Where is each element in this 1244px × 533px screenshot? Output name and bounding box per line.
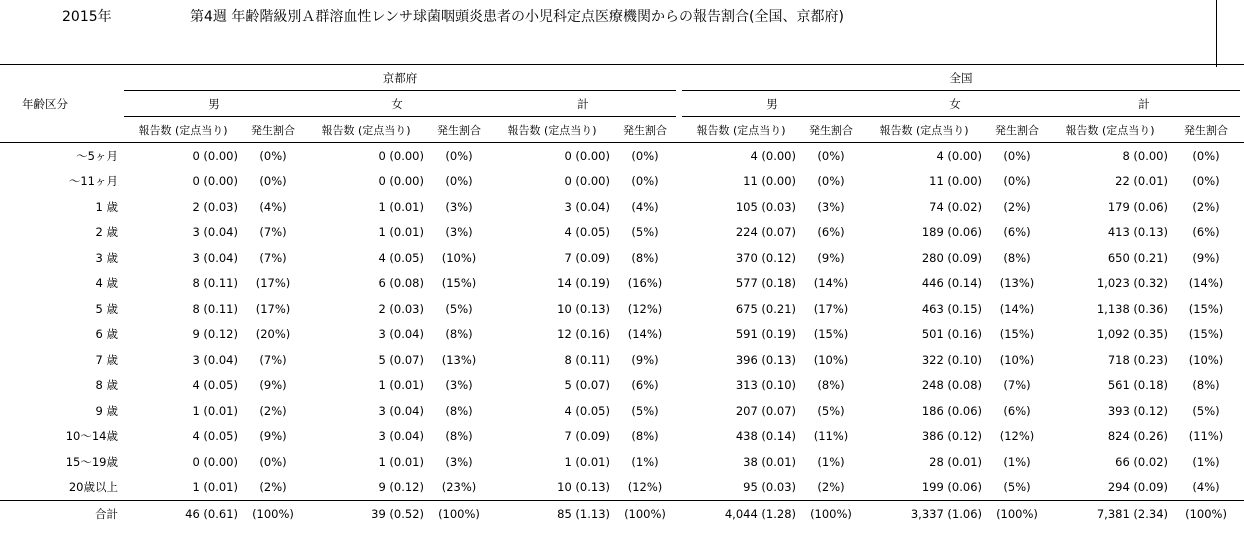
count-cell: 4 (0.05) xyxy=(192,378,238,393)
report-year: 2015年 xyxy=(62,9,112,25)
end-cell xyxy=(1240,220,1244,246)
count-cell: 413 (0.13) xyxy=(1107,225,1168,240)
count-cell: 322 (0.10) xyxy=(921,352,982,367)
count-cell: 1 (0.01) xyxy=(378,225,424,240)
pct-cell: (7%) xyxy=(259,352,287,367)
age-cell: 3 歳 xyxy=(95,250,118,265)
age-cell: 7 歳 xyxy=(95,352,118,367)
report-table xyxy=(0,64,1244,527)
pct-cell: (8%) xyxy=(1003,250,1031,265)
count-cell: 1,138 (0.36) xyxy=(1096,301,1168,316)
count-cell: 9 (0.12) xyxy=(378,480,424,495)
pct-cell: (5%) xyxy=(1192,403,1220,418)
pct-cell: (0%) xyxy=(631,148,659,163)
count-cell: 824 (0.26) xyxy=(1107,429,1168,444)
pct-cell: (4%) xyxy=(1192,480,1220,495)
count-cell: 199 (0.06) xyxy=(921,480,982,495)
pct-cell: (2%) xyxy=(1192,199,1220,214)
count-cell: 22 (0.01) xyxy=(1115,174,1168,189)
sex-header-total-national: 計 xyxy=(1048,91,1240,117)
pct-cell: (0%) xyxy=(1192,174,1220,189)
pct-cell: (5%) xyxy=(631,403,659,418)
sub-header-pct: 発生割合 xyxy=(1172,117,1240,143)
sex-header-male-kyoto: 男 xyxy=(124,91,304,117)
count-cell: 4 (0.00) xyxy=(936,148,982,163)
count-cell: 650 (0.21) xyxy=(1107,250,1168,265)
pct-cell: (23%) xyxy=(441,480,477,495)
pct-cell: (16%) xyxy=(627,276,663,291)
pct-cell: (1%) xyxy=(1003,454,1031,469)
age-cell: 2 歳 xyxy=(95,225,118,240)
pct-cell: (15%) xyxy=(999,327,1035,342)
count-cell: 28 (0.01) xyxy=(929,454,982,469)
end-cell xyxy=(1240,398,1244,424)
count-cell: 0 (0.00) xyxy=(378,174,424,189)
count-cell: 313 (0.10) xyxy=(735,378,796,393)
count-cell: 438 (0.14) xyxy=(735,429,796,444)
table-row xyxy=(0,296,1244,322)
end-cell xyxy=(1240,194,1244,220)
pct-cell: (5%) xyxy=(1003,480,1031,495)
count-cell: 1,092 (0.35) xyxy=(1096,327,1168,342)
pct-cell: (2%) xyxy=(817,480,845,495)
pct-cell: (9%) xyxy=(259,378,287,393)
sex-header-male-national: 男 xyxy=(682,91,862,117)
count-cell: 66 (0.02) xyxy=(1115,454,1168,469)
pct-cell: (10%) xyxy=(813,352,849,367)
sub-header-pct: 発生割合 xyxy=(614,117,676,143)
pct-cell: (11%) xyxy=(813,429,849,444)
count-cell: 8 (0.00) xyxy=(1122,148,1168,163)
pct-cell: (15%) xyxy=(441,276,477,291)
count-cell: 370 (0.12) xyxy=(735,250,796,265)
count-cell: 463 (0.15) xyxy=(921,301,982,316)
frame-line xyxy=(1216,0,1217,67)
pct-cell: (6%) xyxy=(817,225,845,240)
pct-cell: (15%) xyxy=(1188,327,1224,342)
pct-cell: (4%) xyxy=(631,199,659,214)
total-row xyxy=(0,501,1244,527)
pct-cell: (3%) xyxy=(445,199,473,214)
pct-cell: (100%) xyxy=(986,501,1048,527)
end-cell xyxy=(1240,169,1244,195)
pct-cell: (6%) xyxy=(1003,225,1031,240)
table-row xyxy=(0,143,1244,169)
count-cell: 396 (0.13) xyxy=(735,352,796,367)
count-cell: 3 (0.04) xyxy=(378,429,424,444)
count-cell: 718 (0.23) xyxy=(1107,352,1168,367)
pct-cell: (14%) xyxy=(1188,276,1224,291)
pct-cell: (3%) xyxy=(817,199,845,214)
end-cell xyxy=(1240,347,1244,373)
end-cell xyxy=(1240,424,1244,450)
count-cell: 5 (0.07) xyxy=(564,378,610,393)
count-cell: 46 (0.61) xyxy=(124,501,242,527)
count-cell: 0 (0.00) xyxy=(192,454,238,469)
pct-cell: (5%) xyxy=(445,301,473,316)
pct-cell: (15%) xyxy=(813,327,849,342)
count-cell: 105 (0.03) xyxy=(735,199,796,214)
pct-cell: (0%) xyxy=(259,148,287,163)
count-cell: 0 (0.00) xyxy=(192,148,238,163)
sub-header-pct: 発生割合 xyxy=(428,117,490,143)
count-cell: 8 (0.11) xyxy=(564,352,610,367)
pct-cell: (11%) xyxy=(1188,429,1224,444)
pct-cell: (0%) xyxy=(817,174,845,189)
count-cell: 386 (0.12) xyxy=(921,429,982,444)
sub-header-pct: 発生割合 xyxy=(242,117,304,143)
count-cell: 9 (0.12) xyxy=(192,327,238,342)
count-cell: 6 (0.08) xyxy=(378,276,424,291)
count-cell: 3 (0.04) xyxy=(192,352,238,367)
count-cell: 591 (0.19) xyxy=(735,327,796,342)
region-header-kyoto: 京都府 xyxy=(124,65,676,91)
count-cell: 14 (0.19) xyxy=(557,276,610,291)
table-row xyxy=(0,169,1244,195)
header-row-sex xyxy=(0,91,1244,117)
age-cell: 15～19歳 xyxy=(65,454,118,469)
count-cell: 1 (0.01) xyxy=(378,199,424,214)
table-row xyxy=(0,398,1244,424)
end-cell xyxy=(1240,501,1244,527)
pct-cell: (100%) xyxy=(1172,501,1240,527)
pct-cell: (17%) xyxy=(813,301,849,316)
count-cell: 0 (0.00) xyxy=(564,148,610,163)
table-row xyxy=(0,245,1244,271)
count-cell: 38 (0.01) xyxy=(743,454,796,469)
end-cell xyxy=(1240,143,1244,169)
pct-cell: (8%) xyxy=(445,327,473,342)
table-row xyxy=(0,347,1244,373)
pct-cell: (3%) xyxy=(445,454,473,469)
count-cell: 11 (0.00) xyxy=(743,174,796,189)
pct-cell: (17%) xyxy=(255,276,291,291)
pct-cell: (0%) xyxy=(259,174,287,189)
table-row xyxy=(0,475,1244,501)
pct-cell: (0%) xyxy=(1192,148,1220,163)
sub-header-count: 報告数 (定点当り) xyxy=(1048,117,1172,143)
age-cell: 5 歳 xyxy=(95,301,118,316)
pct-cell: (2%) xyxy=(259,403,287,418)
count-cell: 3 (0.04) xyxy=(564,199,610,214)
count-cell: 2 (0.03) xyxy=(192,199,238,214)
count-cell: 3 (0.04) xyxy=(378,327,424,342)
pct-cell: (1%) xyxy=(817,454,845,469)
pct-cell: (100%) xyxy=(242,501,304,527)
end-cell xyxy=(1240,373,1244,399)
count-cell: 1 (0.01) xyxy=(378,454,424,469)
pct-cell: (0%) xyxy=(631,174,659,189)
count-cell: 7,381 (2.34) xyxy=(1048,501,1172,527)
count-cell: 393 (0.12) xyxy=(1107,403,1168,418)
pct-cell: (8%) xyxy=(445,403,473,418)
pct-cell: (8%) xyxy=(631,429,659,444)
header-row-sub xyxy=(0,117,1244,143)
pct-cell: (9%) xyxy=(1192,250,1220,265)
sex-header-total-kyoto: 計 xyxy=(490,91,676,117)
count-cell: 1 (0.01) xyxy=(192,480,238,495)
count-cell: 4,044 (1.28) xyxy=(682,501,800,527)
age-cell: 合計 xyxy=(0,501,124,527)
count-cell: 39 (0.52) xyxy=(304,501,428,527)
table-row xyxy=(0,220,1244,246)
count-cell: 501 (0.16) xyxy=(921,327,982,342)
report-title: 第4週 年齢階級別Ａ群溶血性レンサ球菌咽頭炎患者の小児科定点医療機関からの報告割合(全国、京都府) xyxy=(190,9,844,25)
age-header: 年齢区分 xyxy=(0,65,124,143)
count-cell: 224 (0.07) xyxy=(735,225,796,240)
end-cell xyxy=(1240,449,1244,475)
pct-cell: (5%) xyxy=(817,403,845,418)
sub-header-count: 報告数 (定点当り) xyxy=(124,117,242,143)
age-cell: 10～14歳 xyxy=(65,429,118,444)
pct-cell: (6%) xyxy=(631,378,659,393)
pct-cell: (6%) xyxy=(1003,403,1031,418)
pct-cell: (12%) xyxy=(627,480,663,495)
sub-header-pct: 発生割合 xyxy=(800,117,862,143)
count-cell: 561 (0.18) xyxy=(1107,378,1168,393)
count-cell: 3,337 (1.06) xyxy=(862,501,986,527)
header-row-region xyxy=(0,65,1244,91)
pct-cell: (0%) xyxy=(445,148,473,163)
pct-cell: (15%) xyxy=(1188,301,1224,316)
pct-cell: (8%) xyxy=(631,250,659,265)
pct-cell: (2%) xyxy=(259,480,287,495)
pct-cell: (3%) xyxy=(445,378,473,393)
age-cell: 4 歳 xyxy=(95,276,118,291)
count-cell: 95 (0.03) xyxy=(743,480,796,495)
count-cell: 10 (0.13) xyxy=(557,301,610,316)
sex-header-female-national: 女 xyxy=(862,91,1048,117)
count-cell: 280 (0.09) xyxy=(921,250,982,265)
pct-cell: (0%) xyxy=(445,174,473,189)
count-cell: 5 (0.07) xyxy=(378,352,424,367)
pct-cell: (3%) xyxy=(445,225,473,240)
end-cell xyxy=(1240,475,1244,501)
count-cell: 8 (0.11) xyxy=(192,276,238,291)
count-cell: 12 (0.16) xyxy=(557,327,610,342)
count-cell: 2 (0.03) xyxy=(378,301,424,316)
count-cell: 3 (0.04) xyxy=(192,250,238,265)
pct-cell: (10%) xyxy=(441,250,477,265)
pct-cell: (8%) xyxy=(1192,378,1220,393)
table-row xyxy=(0,449,1244,475)
count-cell: 4 (0.05) xyxy=(564,225,610,240)
pct-cell: (2%) xyxy=(1003,199,1031,214)
count-cell: 207 (0.07) xyxy=(735,403,796,418)
count-cell: 179 (0.06) xyxy=(1107,199,1168,214)
pct-cell: (7%) xyxy=(1003,378,1031,393)
pct-cell: (14%) xyxy=(999,301,1035,316)
pct-cell: (100%) xyxy=(614,501,676,527)
count-cell: 189 (0.06) xyxy=(921,225,982,240)
end-cell xyxy=(1240,245,1244,271)
pct-cell: (0%) xyxy=(259,454,287,469)
count-cell: 74 (0.02) xyxy=(929,199,982,214)
sub-header-count: 報告数 (定点当り) xyxy=(862,117,986,143)
pct-cell: (7%) xyxy=(259,250,287,265)
count-cell: 0 (0.00) xyxy=(192,174,238,189)
pct-cell: (13%) xyxy=(999,276,1035,291)
age-cell: ～11ヶ月 xyxy=(68,174,118,189)
sub-header-pct: 発生割合 xyxy=(986,117,1048,143)
count-cell: 675 (0.21) xyxy=(735,301,796,316)
count-cell: 11 (0.00) xyxy=(929,174,982,189)
count-cell: 294 (0.09) xyxy=(1107,480,1168,495)
pct-cell: (12%) xyxy=(999,429,1035,444)
pct-cell: (100%) xyxy=(428,501,490,527)
count-cell: 8 (0.11) xyxy=(192,301,238,316)
age-cell: ～5ヶ月 xyxy=(76,148,118,163)
pct-cell: (9%) xyxy=(631,352,659,367)
count-cell: 0 (0.00) xyxy=(378,148,424,163)
age-cell: 9 歳 xyxy=(95,403,118,418)
count-cell: 3 (0.04) xyxy=(192,225,238,240)
pct-cell: (9%) xyxy=(817,250,845,265)
age-cell: 20歳以上 xyxy=(68,480,118,495)
pct-cell: (1%) xyxy=(1192,454,1220,469)
pct-cell: (12%) xyxy=(627,301,663,316)
count-cell: 4 (0.05) xyxy=(192,429,238,444)
end-cell xyxy=(1240,296,1244,322)
pct-cell: (7%) xyxy=(259,225,287,240)
count-cell: 1 (0.01) xyxy=(564,454,610,469)
pct-cell: (10%) xyxy=(999,352,1035,367)
table-row xyxy=(0,194,1244,220)
end-cell xyxy=(1240,322,1244,348)
pct-cell: (0%) xyxy=(1003,148,1031,163)
count-cell: 4 (0.00) xyxy=(750,148,796,163)
count-cell: 3 (0.04) xyxy=(378,403,424,418)
pct-cell: (1%) xyxy=(631,454,659,469)
pct-cell: (17%) xyxy=(255,301,291,316)
region-header-national: 全国 xyxy=(682,65,1240,91)
count-cell: 248 (0.08) xyxy=(921,378,982,393)
pct-cell: (5%) xyxy=(631,225,659,240)
table-row xyxy=(0,322,1244,348)
pct-cell: (9%) xyxy=(259,429,287,444)
count-cell: 1 (0.01) xyxy=(192,403,238,418)
age-cell: 1 歳 xyxy=(95,199,118,214)
pct-cell: (6%) xyxy=(1192,225,1220,240)
pct-cell: (13%) xyxy=(441,352,477,367)
pct-cell: (0%) xyxy=(1003,174,1031,189)
pct-cell: (14%) xyxy=(813,276,849,291)
pct-cell: (20%) xyxy=(255,327,291,342)
count-cell: 7 (0.09) xyxy=(564,250,610,265)
count-cell: 1,023 (0.32) xyxy=(1096,276,1168,291)
sub-header-count: 報告数 (定点当り) xyxy=(304,117,428,143)
table-row xyxy=(0,424,1244,450)
pct-cell: (4%) xyxy=(259,199,287,214)
count-cell: 10 (0.13) xyxy=(557,480,610,495)
pct-cell: (0%) xyxy=(817,148,845,163)
end-cell xyxy=(1240,271,1244,297)
count-cell: 1 (0.01) xyxy=(378,378,424,393)
count-cell: 4 (0.05) xyxy=(564,403,610,418)
sex-header-female-kyoto: 女 xyxy=(304,91,490,117)
pct-cell: (8%) xyxy=(817,378,845,393)
count-cell: 0 (0.00) xyxy=(564,174,610,189)
age-cell: 6 歳 xyxy=(95,327,118,342)
pct-cell: (8%) xyxy=(445,429,473,444)
count-cell: 4 (0.05) xyxy=(378,250,424,265)
count-cell: 446 (0.14) xyxy=(921,276,982,291)
count-cell: 186 (0.06) xyxy=(921,403,982,418)
age-cell: 8 歳 xyxy=(95,378,118,393)
count-cell: 7 (0.09) xyxy=(564,429,610,444)
pct-cell: (10%) xyxy=(1188,352,1224,367)
count-cell: 577 (0.18) xyxy=(735,276,796,291)
pct-cell: (100%) xyxy=(800,501,862,527)
table-row xyxy=(0,373,1244,399)
sub-header-count: 報告数 (定点当り) xyxy=(682,117,800,143)
sub-header-count: 報告数 (定点当り) xyxy=(490,117,614,143)
table-row xyxy=(0,271,1244,297)
count-cell: 85 (1.13) xyxy=(490,501,614,527)
pct-cell: (14%) xyxy=(627,327,663,342)
